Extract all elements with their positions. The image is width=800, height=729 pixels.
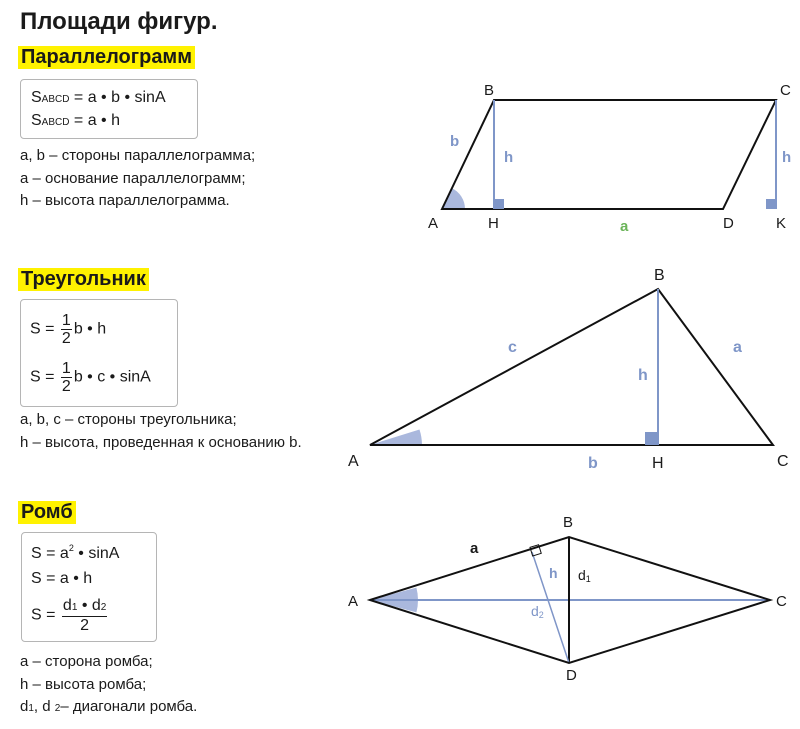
height-label-h: h — [638, 367, 648, 384]
vertex-label-a: A — [348, 453, 359, 470]
rhombus-formula-box — [21, 532, 157, 642]
vertex-label-b: B — [563, 514, 574, 531]
right-angle-mark-h — [645, 432, 658, 445]
diagonal-label-d1: d1 — [578, 567, 591, 584]
side-label-c: c — [508, 339, 517, 356]
side-label-b: b — [588, 455, 598, 472]
parallelogram-outline — [442, 100, 776, 209]
page-title: Площади фигур. — [20, 8, 218, 35]
vertex-label-c: C — [777, 453, 789, 470]
triangle-outline — [370, 289, 773, 445]
point-label-h: H — [488, 215, 499, 232]
vertex-label-c: C — [776, 593, 787, 610]
parallelogram-formula-1: SABCD = a • b • sinA — [31, 89, 166, 106]
parallelogram-formula-2: SABCD = a • h — [31, 112, 120, 129]
parallelogram-figure — [428, 82, 791, 235]
desc-line: d1, d 2– диагонали ромба. — [20, 698, 198, 715]
desc-line: a – основание параллелограмм; — [20, 169, 246, 187]
right-angle-mark-h — [494, 199, 504, 209]
side-label-a: a — [733, 339, 742, 356]
diagonal-label-d2: d2 — [531, 603, 544, 620]
rhombus-formula-1: $S = a^2$ • sinA — [31, 543, 120, 562]
parallelogram-heading: Параллелограмм — [18, 46, 195, 69]
vertex-label-b: B — [484, 82, 495, 99]
triangle-formula-2: S = $\frac{1}{2}$ b • c • sinA — [30, 360, 151, 395]
triangle-formula-1: S = $\frac{1}{2}$ b • h — [30, 312, 107, 347]
vertex-label-c: C — [780, 82, 791, 99]
rhombus-description — [20, 651, 197, 721]
vertex-label-a: A — [348, 593, 359, 610]
desc-line: a, b, c – стороны треугольника; — [20, 411, 237, 428]
height-label-h2: h — [782, 149, 792, 166]
vertex-label-b: B — [654, 267, 665, 284]
side-label-a: a — [620, 218, 629, 235]
rhombus-formula-3: S = $\frac{d1 • d2}{2}$ — [31, 597, 107, 634]
point-label-h: H — [652, 455, 664, 472]
desc-line: a, b – стороны параллелограмма; — [20, 147, 256, 164]
side-label-b: b — [450, 133, 460, 150]
height-label-h: h — [504, 149, 514, 166]
rhombus-heading: Ромб — [18, 501, 76, 524]
triangle-description — [20, 409, 302, 454]
triangle-formula-box — [20, 299, 178, 407]
vertex-label-d: D — [566, 667, 577, 684]
right-angle-mark-k — [766, 199, 776, 209]
vertex-label-a: A — [428, 215, 439, 232]
desc-line: a – сторона ромба; — [20, 653, 153, 670]
height-label-h: h — [549, 565, 558, 581]
triangle-heading: Треугольник — [18, 268, 149, 291]
point-label-k: K — [776, 215, 787, 232]
side-label-a: a — [470, 540, 479, 557]
parallelogram-angle-a — [442, 188, 465, 209]
desc-line: h – высота ромба; — [20, 675, 147, 693]
desc-line: h – высота, проведенная к основанию b. — [20, 433, 302, 451]
rhombus-formula-2: S = a • h — [31, 570, 93, 587]
desc-line: h – высота параллелограмма. — [20, 192, 230, 209]
rhombus-figure — [348, 514, 787, 684]
triangle-figure — [348, 267, 789, 472]
vertex-label-d: D — [723, 215, 734, 232]
